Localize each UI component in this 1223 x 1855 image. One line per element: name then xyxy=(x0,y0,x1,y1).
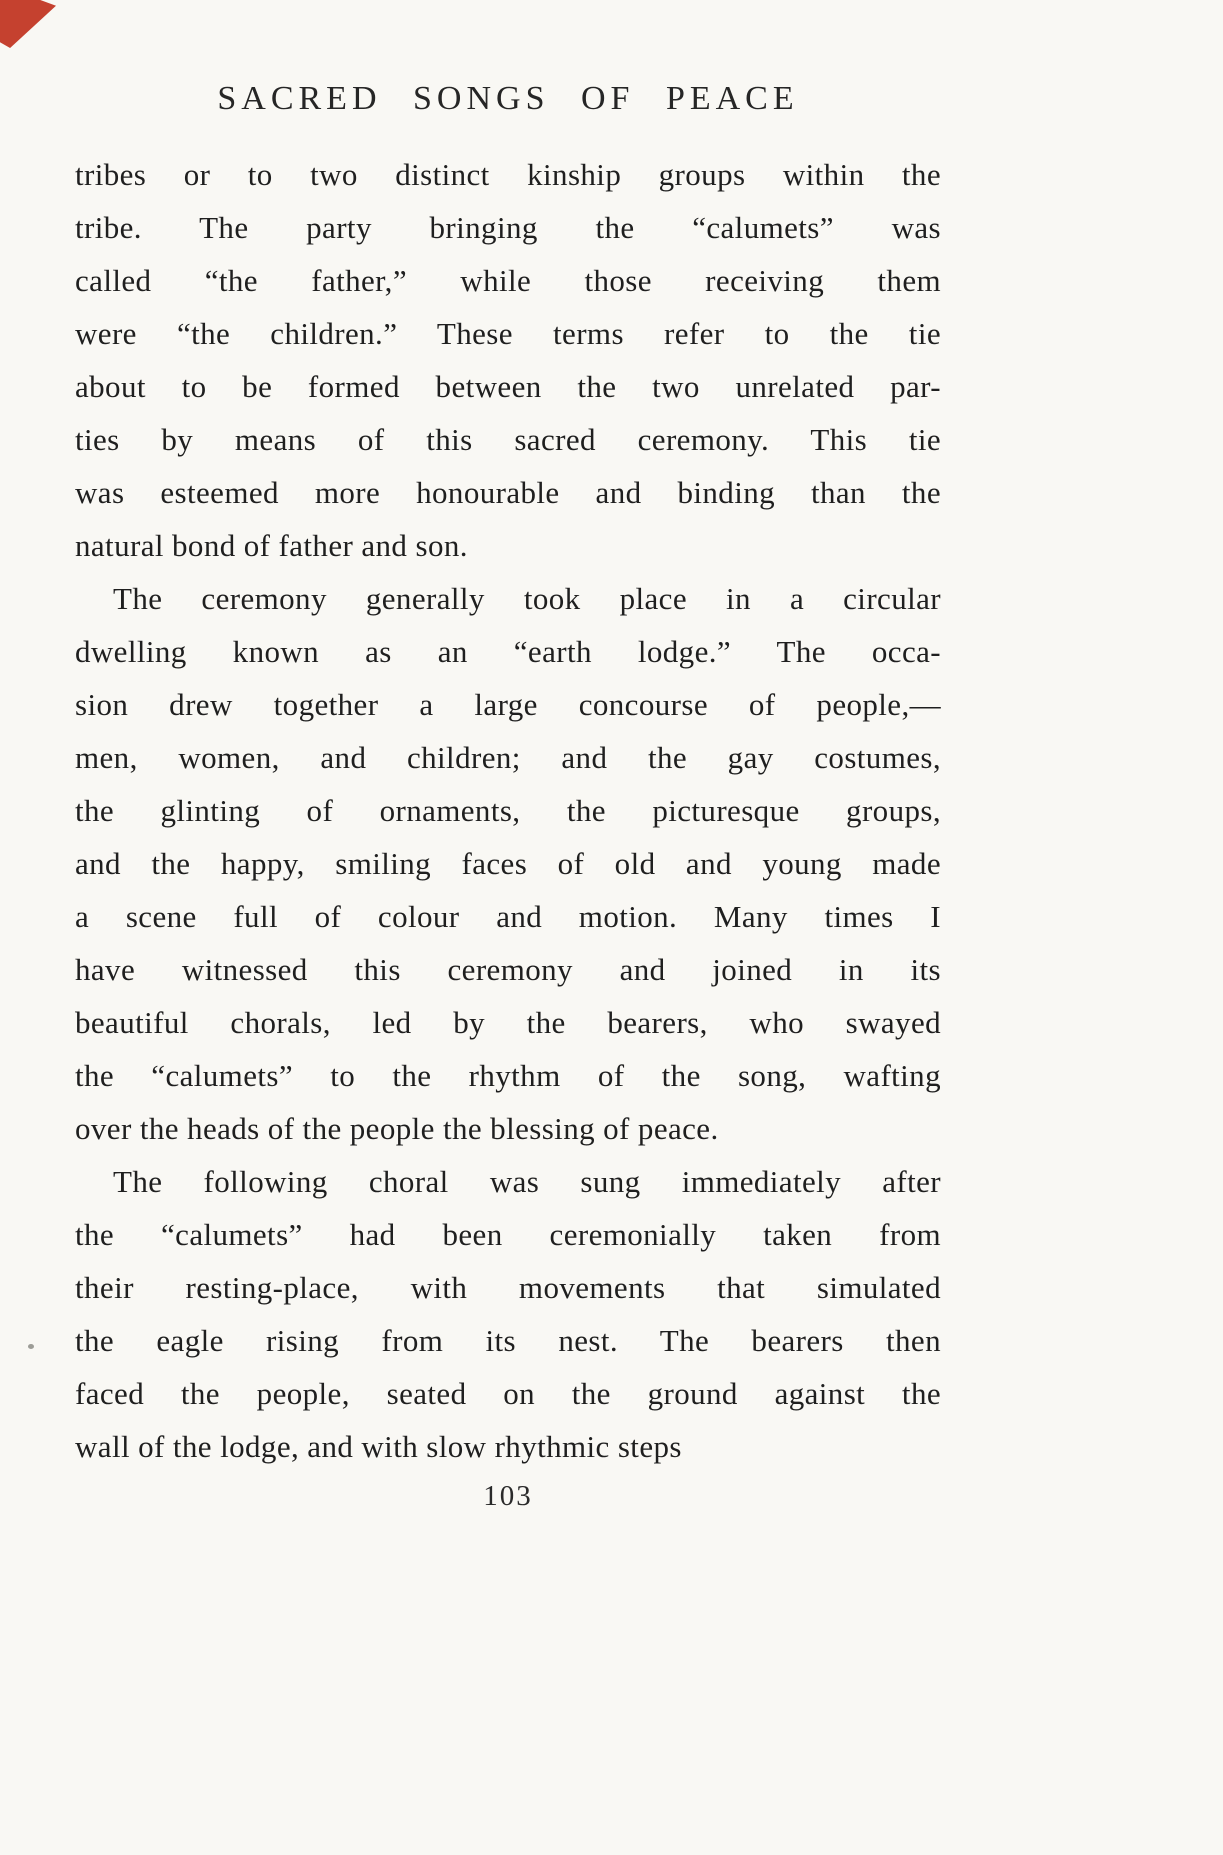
text-line: the glinting of ornaments, the picturesque groups, xyxy=(75,793,941,828)
text-line: was esteemed more honourable and binding than the xyxy=(75,475,941,510)
text-line: and the happy, smiling faces of old and young made xyxy=(75,846,941,881)
text-line: faced the people, seated on the ground against the xyxy=(75,1376,941,1411)
text-line: their resting-place, with movements that simulated xyxy=(75,1270,941,1305)
text-line: the “calumets” had been ceremonially taken from xyxy=(75,1217,941,1252)
text-line: the “calumets” to the rhythm of the song, wafting xyxy=(75,1058,941,1093)
page-number: 103 xyxy=(483,1480,533,1512)
text-line: The following choral was sung immediately after xyxy=(113,1164,941,1199)
text-line: about to be formed between the two unrelated par- xyxy=(75,369,941,404)
paragraph xyxy=(75,572,941,1155)
page-header: SACRED SONGS OF PEACE xyxy=(217,80,799,117)
text-line: tribes or to two distinct kinship groups within the xyxy=(75,157,941,192)
text-line: sion drew together a large concourse of people,— xyxy=(75,687,941,722)
page-body xyxy=(75,148,941,1473)
text-line: wall of the lodge, and with slow rhythmic steps xyxy=(75,1429,682,1464)
text-line: called “the father,” while those receiving them xyxy=(75,263,941,298)
text-line: tribe. The party bringing the “calumets” was xyxy=(75,210,941,245)
text-line: a scene full of colour and motion. Many times I xyxy=(75,899,941,934)
text-line: the eagle rising from its nest. The bearers then xyxy=(75,1323,941,1358)
text-line: The ceremony generally took place in a circular xyxy=(113,581,941,616)
text-line: dwelling known as an “earth lodge.” The occa- xyxy=(75,634,941,669)
text-line: beautiful chorals, led by the bearers, who swayed xyxy=(75,1005,941,1040)
text-line: men, women, and children; and the gay costumes, xyxy=(75,740,941,775)
paragraph xyxy=(75,148,941,572)
text-line: over the heads of the people the blessing of peace. xyxy=(75,1111,719,1146)
text-line: have witnessed this ceremony and joined in its xyxy=(75,952,941,987)
scan-corner-artifact xyxy=(0,0,56,48)
paragraph xyxy=(75,1155,941,1473)
text-line: were “the children.” These terms refer to the tie xyxy=(75,316,941,351)
scan-speck-artifact xyxy=(28,1344,34,1349)
text-line: ties by means of this sacred ceremony. This tie xyxy=(75,422,941,457)
text-line: natural bond of father and son. xyxy=(75,528,468,563)
